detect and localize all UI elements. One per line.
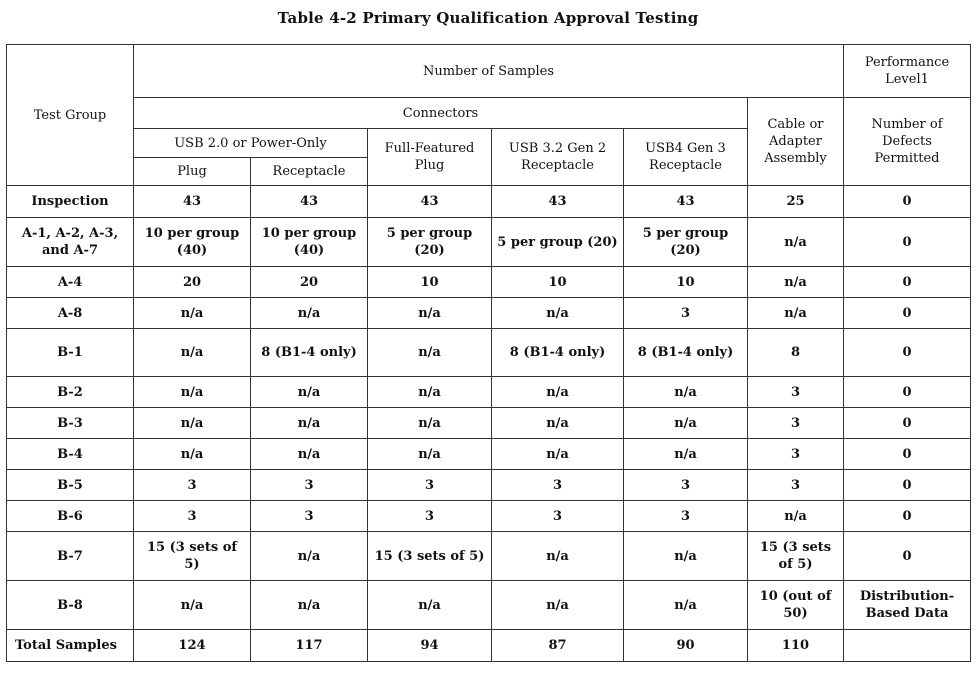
table-cell: 0 [844,501,971,532]
header-usb20-power-only: USB 2.0 or Power-Only [134,129,368,158]
table-cell: 43 [492,186,624,218]
table-cell: 94 [368,630,492,662]
table-cell: n/a [624,532,748,581]
table-cell: 10 (out of 50) [748,581,844,630]
table-row [7,470,971,501]
table-cell: n/a [251,408,368,439]
table-cell: n/a [134,439,251,470]
row-header-cell: A-1, A-2, A-3, and A-7 [7,218,134,267]
table-body [7,186,971,662]
header-connectors: Connectors [134,98,748,129]
table-cell: 8 [748,329,844,377]
table-row [7,218,971,267]
table-row [7,439,971,470]
table-cell: 8 (B1-4 only) [624,329,748,377]
header-performance-level: Performance Level1 [844,45,971,98]
table-cell: 3 [134,470,251,501]
table-cell: 5 per group (20) [624,218,748,267]
table-cell: n/a [624,581,748,630]
table-cell: 43 [624,186,748,218]
table-cell: 0 [844,532,971,581]
table-cell: 3 [368,501,492,532]
row-header-cell: B-4 [7,439,134,470]
table-row [7,532,971,581]
table-cell: 3 [748,408,844,439]
table-cell: 20 [134,267,251,298]
table-cell: n/a [251,298,368,329]
table-cell: n/a [251,377,368,408]
table-cell: n/a [368,581,492,630]
header-usb4-gen3-receptacle: USB4 Gen 3 Receptacle [624,129,748,186]
table-cell: n/a [492,377,624,408]
table-cell: n/a [368,439,492,470]
table-cell: n/a [134,377,251,408]
table-cell: 110 [748,630,844,662]
table-cell: n/a [251,532,368,581]
table-cell: n/a [624,377,748,408]
table-cell: 15 (3 sets of 5) [748,532,844,581]
table-cell: 0 [844,267,971,298]
table-cell: n/a [134,298,251,329]
table-row [7,408,971,439]
header-test-group: Test Group [7,45,134,186]
table-cell: 0 [844,377,971,408]
row-header-cell: Inspection [7,186,134,218]
table-cell: 3 [748,470,844,501]
table-cell: 15 (3 sets of 5) [134,532,251,581]
table-cell [844,630,971,662]
table-cell: n/a [134,329,251,377]
table-cell: 5 per group (20) [368,218,492,267]
row-header-cell: B-3 [7,408,134,439]
table-cell: n/a [624,408,748,439]
row-header-cell: Total Samples [7,630,134,662]
table-cell: n/a [748,218,844,267]
table-cell: n/a [134,408,251,439]
header-number-of-samples: Number of Samples [134,45,844,98]
table-row [7,581,971,630]
table-cell: n/a [624,439,748,470]
table-cell: 0 [844,408,971,439]
table-cell: n/a [368,408,492,439]
table-cell: n/a [492,532,624,581]
table-cell: 3 [492,470,624,501]
table-cell: 124 [134,630,251,662]
table-cell: 3 [134,501,251,532]
table-cell: 3 [748,377,844,408]
table-cell: 0 [844,470,971,501]
table-row [7,267,971,298]
table-cell: n/a [748,267,844,298]
header-usb32-gen2-receptacle: USB 3.2 Gen 2 Receptacle [492,129,624,186]
table-cell: 0 [844,439,971,470]
table-cell: 0 [844,218,971,267]
table-cell: 90 [624,630,748,662]
row-header-cell: B-8 [7,581,134,630]
header-receptacle: Receptacle [251,158,368,186]
row-header-cell: B-5 [7,470,134,501]
table-cell: 5 per group (20) [492,218,624,267]
table-cell: 117 [251,630,368,662]
row-header-cell: B-2 [7,377,134,408]
table-cell: 10 per group (40) [251,218,368,267]
table-row [7,377,971,408]
row-header-cell: A-4 [7,267,134,298]
table-cell: 0 [844,298,971,329]
row-header-cell: B-6 [7,501,134,532]
qualification-table [6,44,971,662]
table-cell: 87 [492,630,624,662]
header-cable-or-adapter: Cable or Adapter Assembly [748,98,844,186]
table-cell: n/a [492,408,624,439]
table-cell: n/a [134,581,251,630]
table-cell: 15 (3 sets of 5) [368,532,492,581]
table-row [7,630,971,662]
table-cell: 3 [748,439,844,470]
table-cell: n/a [251,581,368,630]
table-cell: 3 [492,501,624,532]
header-defects-permitted: Number of Defects Permitted [844,98,971,186]
table-cell: 3 [251,501,368,532]
row-header-cell: A-8 [7,298,134,329]
table-cell: 3 [251,470,368,501]
table-row [7,186,971,218]
table-cell: n/a [368,329,492,377]
table-cell: n/a [492,581,624,630]
table-row [7,298,971,329]
table-cell: 43 [134,186,251,218]
table-cell: 25 [748,186,844,218]
header-full-featured-plug: Full-Featured Plug [368,129,492,186]
table-cell: 10 [492,267,624,298]
table-cell: 10 [624,267,748,298]
table-cell: 20 [251,267,368,298]
row-header-cell: B-7 [7,532,134,581]
table-cell: n/a [251,439,368,470]
table-cell: 3 [624,501,748,532]
table-cell: n/a [368,298,492,329]
table-cell: 8 (B1-4 only) [492,329,624,377]
header-plug: Plug [134,158,251,186]
table-cell: n/a [492,298,624,329]
table-cell: 0 [844,186,971,218]
row-header-cell: B-1 [7,329,134,377]
table-cell: 10 [368,267,492,298]
table-cell: 8 (B1-4 only) [251,329,368,377]
table-title: Table 4-2 Primary Qualification Approval Testing [277,9,699,27]
table-cell: n/a [748,298,844,329]
table-cell: 10 per group (40) [134,218,251,267]
table-cell: 3 [624,470,748,501]
table-cell: n/a [748,501,844,532]
table-cell: n/a [492,439,624,470]
table-cell: 0 [844,329,971,377]
table-cell: 3 [368,470,492,501]
table-row [7,501,971,532]
table-cell: 43 [368,186,492,218]
table-cell: n/a [368,377,492,408]
table-cell: 3 [624,298,748,329]
table-cell: 43 [251,186,368,218]
table-row [7,329,971,377]
table-cell: Distribution-Based Data [844,581,971,630]
